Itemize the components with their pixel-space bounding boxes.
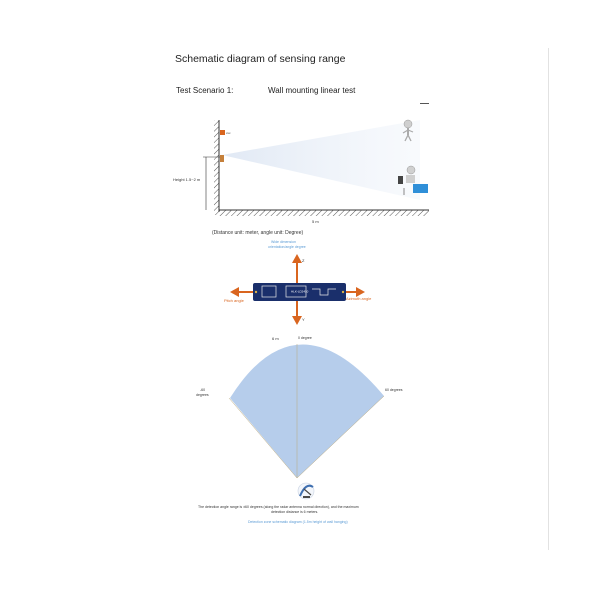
distance-label: 5 m [312, 219, 319, 224]
wall-mount-diagram [173, 120, 429, 236]
module-label: xxx [226, 131, 231, 135]
range-caption-line1: The detection angle range is ±60 degrees (along the radar antenna normal direction), and the maximum [198, 505, 359, 509]
units-caption: (Distance unit: meter, angle unit: Degree) [212, 230, 304, 236]
scenario-label: Test Scenario 1: [176, 86, 234, 95]
y-arrowhead-icon [292, 316, 302, 325]
left-angle-value: -60 [200, 388, 206, 392]
pitch-caption: Pitch angle [224, 298, 244, 303]
detection-zone-caption: Detection zone schematic diagram (1.5m height of wall hanging) [248, 520, 348, 524]
max-range-label: 6 m [272, 336, 279, 341]
scenario-description: Wall mounting linear test [268, 86, 356, 95]
board-text: HLK-LD2410 [291, 289, 309, 294]
sensor-module-icon [220, 130, 225, 135]
azimuth-caption: Azimuth angle [346, 296, 372, 301]
z-arrowhead-icon [292, 254, 302, 263]
radar-antenna-icon [298, 483, 314, 499]
detection-zone [230, 344, 384, 478]
right-angle-label: 60 degrees [385, 388, 403, 392]
wall-hatch [214, 120, 219, 215]
top-caption-line1: Wide dimension [271, 240, 296, 244]
mounted-sensor-icon [220, 155, 224, 162]
center-angle-label: 0 degree [298, 336, 312, 340]
radar-board-icon [253, 283, 346, 301]
height-label: Height 1.5~2 m [173, 177, 201, 182]
z-axis-label: Z [302, 258, 305, 263]
top-caption-line2: orientation/angle degree [268, 245, 306, 249]
range-caption-line2: detection distance is 6 meters. [271, 510, 319, 514]
page-title: Schematic diagram of sensing range [175, 53, 346, 65]
left-angle-unit: degrees [196, 393, 209, 397]
detection-beam [222, 120, 420, 200]
detection-range-diagram [196, 336, 403, 524]
y-axis-label: Y [302, 317, 305, 322]
left-arrowhead-icon [230, 287, 239, 297]
module-orientation-diagram [224, 240, 372, 325]
floor-hatch [219, 210, 429, 216]
